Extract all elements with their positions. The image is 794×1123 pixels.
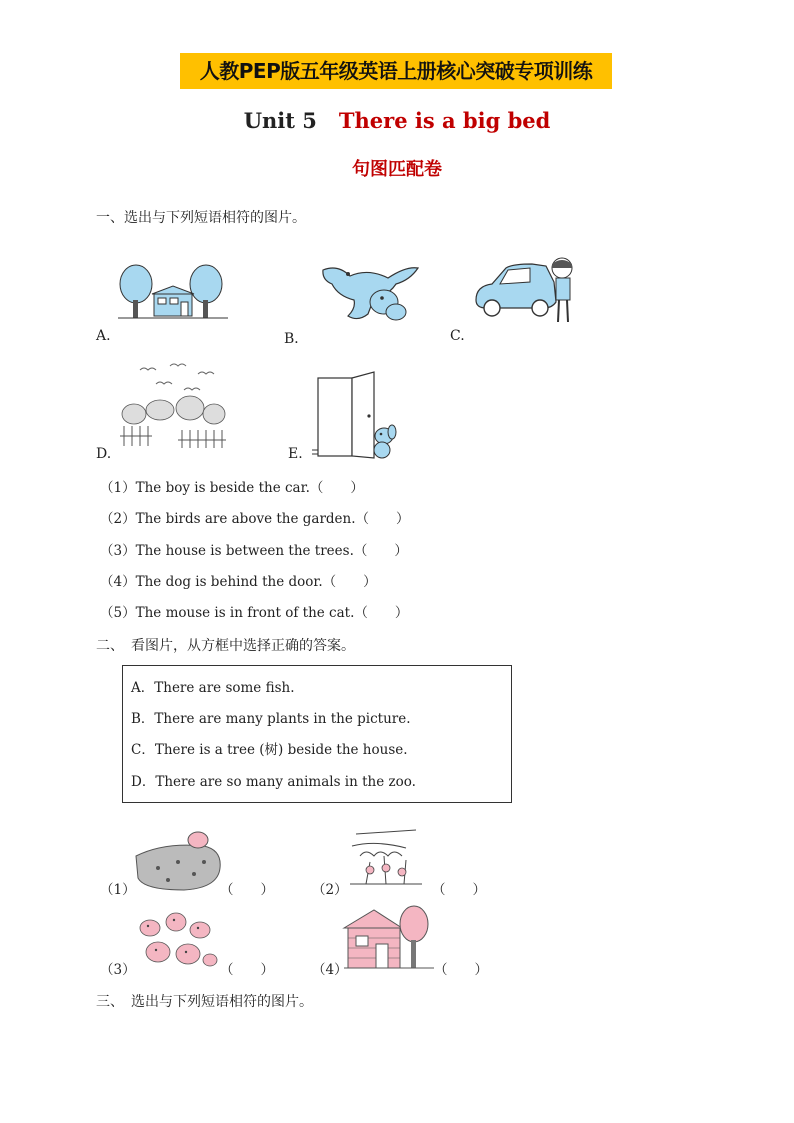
house-between-trees-icon [118, 264, 228, 320]
item-3-number: （3） [100, 962, 136, 978]
page-subtitle: 句图匹配卷 [352, 159, 442, 180]
item-2-blank: （ ） [432, 882, 486, 898]
header-banner: 人教PEP版五年级英语上册核心突破专项训练 [180, 53, 612, 89]
item-4-number: （4） [312, 962, 348, 978]
image-label-a: A. [96, 328, 111, 344]
option-d: D．There are so many animals in the zoo. [131, 774, 416, 790]
item-3-blank: （ ） [220, 962, 274, 978]
question-4: （4）The dog is behind the door.（ ） [100, 574, 377, 590]
boy-beside-car-icon [472, 256, 580, 324]
question-1: （1）The boy is beside the car.（ ） [100, 480, 364, 496]
pond-fish-icon [134, 828, 224, 892]
section2-title: 二、 看图片，从方框中选择正确的答案。 [96, 638, 355, 654]
item-2-number: （2） [312, 882, 348, 898]
plants-icon [346, 826, 426, 894]
image-label-c: C. [450, 328, 465, 344]
item-1-blank: （ ） [220, 882, 274, 898]
question-3: （3）The house is between the trees.（ ） [100, 543, 408, 559]
house-tree-icon [344, 904, 434, 974]
unit-label: Unit 5 [243, 108, 317, 133]
section1-title: 一、选出与下列短语相符的图片。 [96, 210, 306, 226]
question-5: （5）The mouse is in front of the cat.（ ） [100, 605, 409, 621]
unit-heading [0, 108, 794, 133]
option-b: B．There are many plants in the picture. [131, 711, 411, 727]
image-label-d: D. [96, 446, 112, 462]
cat-and-mouse-icon [318, 262, 420, 324]
options-box [122, 665, 512, 803]
image-label-e: E. [288, 446, 303, 462]
section3-title: 三、 选出与下列短语相符的图片。 [96, 994, 313, 1010]
item-1-number: （1） [100, 882, 136, 898]
birds-above-garden-icon [120, 360, 226, 452]
zoo-animals-icon [134, 906, 218, 974]
unit-title: There is a big bed [338, 108, 551, 133]
option-a: A．There are some fish. [131, 680, 295, 696]
image-label-b: B． [284, 331, 309, 347]
question-2: （2）The birds are above the garden.（ ） [100, 511, 410, 527]
option-c: C．There is a tree (树) beside the house. [131, 742, 408, 758]
dog-behind-door-icon [312, 370, 402, 460]
item-4-blank: （ ） [434, 962, 488, 978]
